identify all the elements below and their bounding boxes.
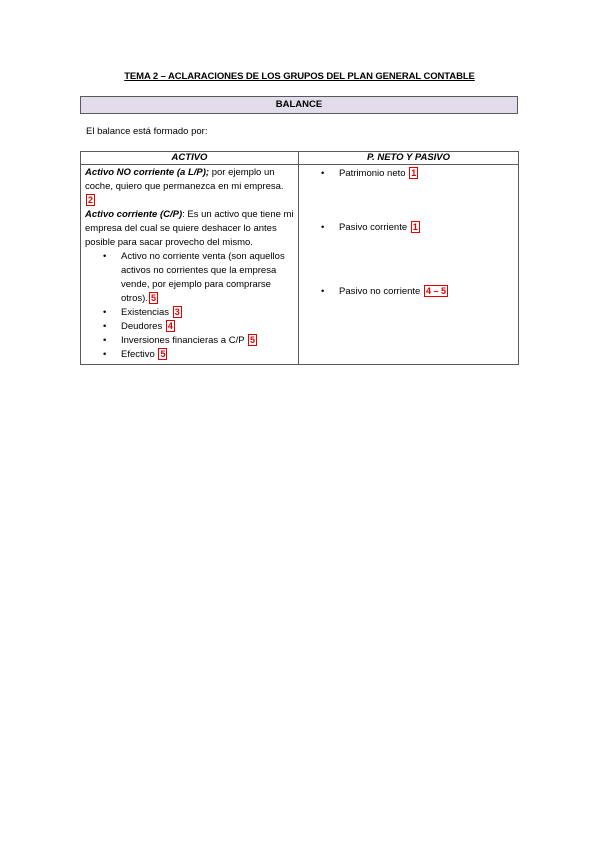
list-item-text: Patrimonio neto	[339, 168, 406, 179]
balance-table	[80, 151, 519, 365]
pasivo-cell	[299, 165, 519, 365]
list-item-text: Pasivo no corriente	[339, 286, 421, 297]
intro-text: El balance está formado por:	[86, 126, 208, 137]
activo-no-corriente	[85, 166, 294, 208]
list-item-text: Activo no corriente venta (son aquellos activos no corrientes que la empresa vende, por ejemplo para comprarse otros).	[121, 251, 285, 304]
activo-corriente-text: : Es un activo que tiene mi empresa del cual se quiere deshacer lo antes posible para sacar provecho del mismo.	[85, 209, 294, 248]
list-item	[121, 306, 294, 320]
page-title: TEMA 2 – ACLARACIONES DE LOS GRUPOS DEL PLAN GENERAL CONTABLE	[124, 71, 475, 82]
ref-marker: 1	[411, 168, 417, 178]
list-item	[303, 221, 514, 235]
list-item-text: Inversiones financieras a C/P	[121, 335, 245, 346]
section-header-balance: BALANCE	[80, 96, 518, 114]
list-item	[303, 285, 514, 299]
activo-corriente-list	[85, 250, 294, 362]
header-pasivo: P. NETO Y PASIVO	[299, 152, 519, 165]
ref-marker: 5	[160, 349, 166, 359]
header-activo: ACTIVO	[81, 152, 299, 165]
list-item-text: Efectivo	[121, 349, 155, 360]
activo-cell	[81, 165, 299, 365]
ref-marker: 5	[250, 335, 256, 345]
activo-no-corriente-label: Activo NO corriente (a L/P);	[85, 167, 210, 178]
list-item-text: Existencias	[121, 307, 170, 318]
list-item	[121, 348, 294, 362]
activo-no-corriente-text: por ejemplo un coche, quiero que permanezca en mi empresa.	[85, 167, 284, 192]
ref-marker: 1	[412, 222, 418, 232]
list-item-text: Pasivo corriente	[339, 222, 408, 233]
ref-marker: 4	[167, 321, 173, 331]
list-item-text: Deudores	[121, 321, 163, 332]
ref-marker: 3	[174, 307, 180, 317]
table-header-row	[81, 152, 519, 165]
list-item	[303, 167, 514, 181]
table-row	[81, 165, 519, 365]
activo-corriente-label: Activo corriente (C/P)	[85, 209, 183, 220]
ref-marker: 5	[150, 293, 156, 303]
ref-marker: 4 – 5	[425, 286, 446, 296]
list-item	[121, 320, 294, 334]
list-item	[121, 334, 294, 348]
activo-corriente	[85, 208, 294, 250]
list-item	[121, 250, 294, 306]
ref-marker: 2	[88, 195, 94, 205]
